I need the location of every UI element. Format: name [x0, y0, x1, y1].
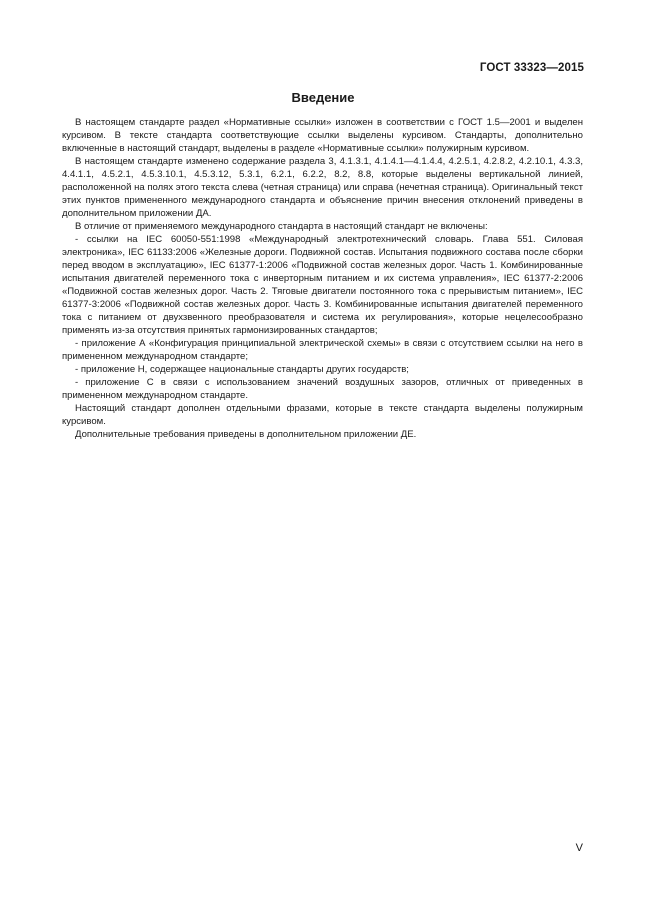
- document-code: ГОСТ 33323—2015: [479, 62, 584, 74]
- paragraph: В настоящем стандарте изменено содержание раздела 3, 4.1.3.1, 4.1.4.1—4.1.4.4, 4.2.5.1, 4.2.8.2, 4.2.10.1, 4.3.3, 4.4.1.1, 4.5.2.1, 4.5.3.10.1, 4.5.3.12, 5.3.1, 6.2.1, 6.2.2, 8.2, 8.8, которые выделены вертикальной линией, расположенной на полях этого текста слева (четная страница) или справа (нечетная страница). Оригинальный текст этих пунктов примененного международного стандарта и объяснение причин внесения отклонений приведены в дополнительном приложении ДА.: [62, 156, 583, 220]
- paragraph: В отличие от применяемого международного стандарта в настоящий стандарт не включены:: [75, 221, 488, 233]
- paragraph: Дополнительные требования приведены в дополнительном приложении ДЕ.: [75, 429, 417, 441]
- list-item: - приложение Н, содержащее национальные стандарты других государств;: [75, 364, 409, 376]
- page-title: Введение: [291, 90, 355, 105]
- list-item: - ссылки на IEC 60050-551:1998 «Международный электротехнический словарь. Глава 551. Силовая электроника», IEC 61133:2006 «Железные дороги. Подвижной состав. Испытания подвижного состава после сборки перед вводом в эксплуатацию», IEC 61377-1:2006 «Подвижной состав железных дорог. Часть 1. Комбинированные испытания двигателей переменного тока с инверторным питанием и их система управления», IEC 61377-2:2006 «Подвижной состав железных дорог. Часть 2. Тяговые двигатели постоянного тока с прерывистым питанием», IEC 61377-3:2006 «Подвижной состав железных дорог. Часть 3. Комбинированные испытания двигателей переменного тока с питанием от двухзвенного преобразователя и система их регулирования», которые нецелесообразно применять из-за отсутствия принятых гармонизированных стандартов;: [62, 234, 583, 337]
- paragraph: В настоящем стандарте раздел «Нормативные ссылки» изложен в соответствии с ГОСТ 1.5—2001 и выделен курсивом. В тексте стандарта соответствующие ссылки выделены курсивом. Стандарты, дополнительно включенные в настоящий стандарт, выделены в разделе «Нормативные ссылки» полужирным курсивом.: [62, 117, 583, 155]
- document-body: [62, 116, 583, 441]
- page-number: V: [575, 842, 583, 854]
- list-item: - приложение С в связи с использованием значений воздушных зазоров, отличных от приведенных в примененном международном стандарте.: [62, 377, 583, 402]
- paragraph: Настоящий стандарт дополнен отдельными фразами, которые в тексте стандарта выделены полужирным курсивом.: [62, 403, 583, 428]
- list-item: - приложение А «Конфигурация принципиальной электрической схемы» в связи с отсутствием ссылки на него в примененном международном стандарте;: [62, 338, 583, 363]
